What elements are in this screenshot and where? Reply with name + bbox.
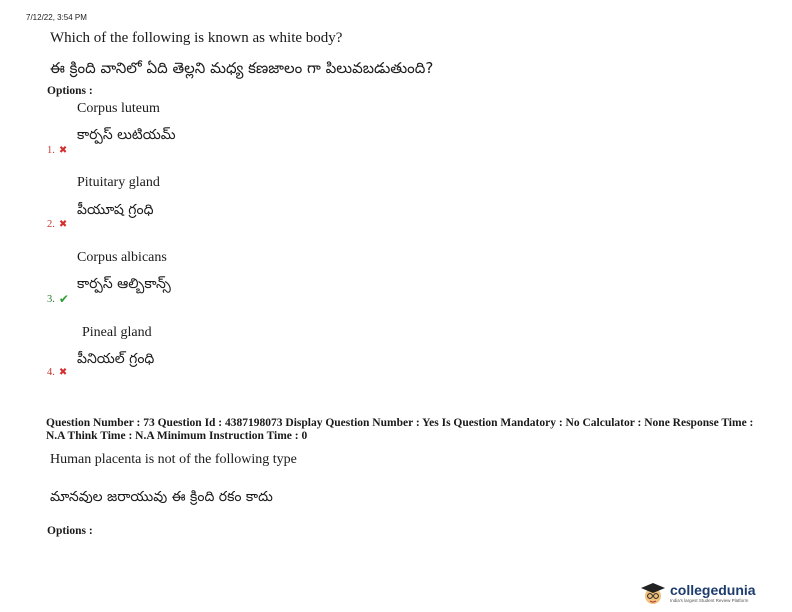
next-question-text-telugu: మానవుల జరాయువు ఈ క్రింది రకం కాదు: [50, 489, 273, 505]
option-1-text-english: Corpus luteum: [77, 101, 160, 116]
print-timestamp: 7/12/22, 3:54 PM: [26, 13, 87, 22]
options-heading: Options :: [47, 85, 93, 97]
option-4-marker: [47, 367, 67, 378]
next-options-heading: Options :: [47, 525, 93, 537]
option-1-marker: [47, 145, 67, 156]
option-4-number: 4.: [47, 367, 55, 378]
option-4-text-telugu: పీనియల్ గ్రంధి: [77, 351, 155, 367]
collegedunia-logo: [640, 580, 756, 606]
option-2-text-english: Pituitary gland: [77, 175, 160, 190]
cross-icon: ✖: [58, 219, 68, 230]
next-question-text-english: Human placenta is not of the following type: [50, 452, 297, 467]
option-1-text-telugu: కార్పస్ లుటియమ్: [77, 127, 176, 143]
option-3-marker: [47, 292, 69, 306]
option-3-number: 3.: [47, 293, 55, 305]
question-metadata: Question Number : 73 Question Id : 4387198073 Display Question Number : Yes Is Question Mandatory : No Calculator : None Response Time : N.A Think Time : N.A Minimum Instruction Time : 0: [46, 417, 754, 442]
option-1-number: 1.: [47, 145, 55, 156]
option-2-marker: [47, 219, 67, 230]
cross-icon: ✖: [58, 367, 68, 378]
option-4-text-english: Pineal gland: [82, 325, 152, 340]
option-2-number: 2.: [47, 219, 55, 230]
option-3-text-telugu: కార్పస్ ఆల్బికాన్స్: [77, 276, 171, 292]
logo-tagline: India's largest Student Review Platform: [670, 597, 749, 603]
cross-icon: ✖: [58, 145, 68, 156]
question-text-english: Which of the following is known as white body?: [50, 30, 343, 46]
logo-wordmark: collegedunia: [670, 581, 756, 598]
option-2-text-telugu: పీయూష గ్రంధి: [77, 202, 154, 218]
graduate-mascot-icon: [640, 580, 666, 606]
option-3-text-english: Corpus albicans: [77, 250, 167, 265]
question-text-telugu: ఈ క్రింది వానిలో ఏది తెల్లని మధ్య కణజాలం గా పిలువబడుతుంది?: [50, 59, 434, 77]
check-icon: ✔: [58, 292, 69, 306]
